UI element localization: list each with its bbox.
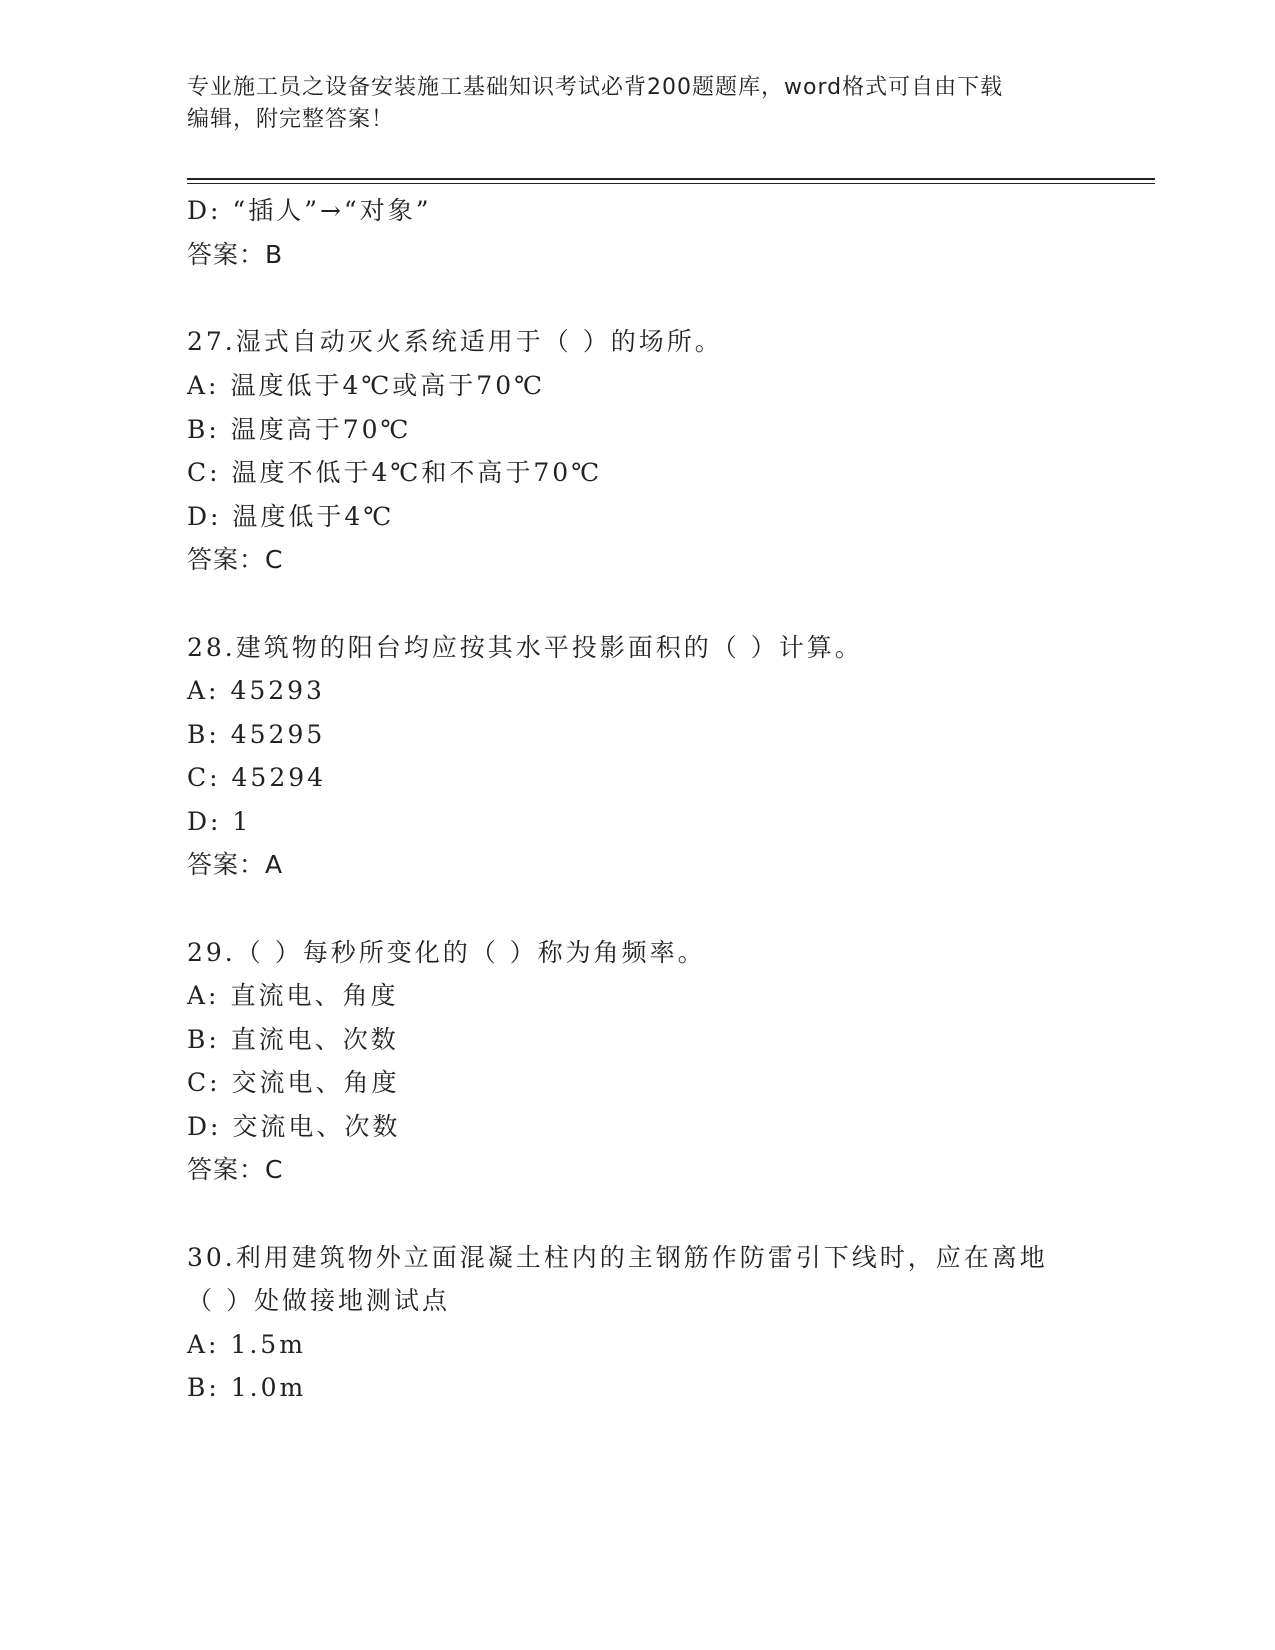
option-text: 温度低于4℃ (232, 502, 395, 531)
option-letter: C: (187, 1068, 221, 1097)
option-letter: D: (187, 1112, 222, 1141)
option-b (187, 1024, 399, 1056)
option-letter: B: (187, 415, 220, 444)
answer-line: 答案：A (187, 850, 284, 879)
option-a (187, 675, 325, 707)
option-text: 温度高于70℃ (230, 415, 412, 444)
option-d (187, 806, 251, 838)
question-text: （ ）每秒所变化的（ ）称为角频率。 (235, 938, 706, 967)
option-letter: D: (187, 807, 222, 836)
answer-line: 答案：C (187, 545, 284, 574)
header-rule-thin (187, 183, 1155, 184)
option-b (187, 1372, 306, 1404)
question-30-continued: （ ）处做接地测试点 (187, 1286, 450, 1315)
option-text: 温度不低于4℃和不高于70℃ (231, 458, 603, 487)
option-b (187, 414, 412, 446)
option-letter: A: (187, 1330, 220, 1359)
option-letter: A: (187, 676, 220, 705)
question-number: 29. (187, 938, 236, 967)
answer-line: 答案：C (187, 1155, 284, 1184)
option-a (187, 980, 398, 1012)
option-text: 1.5m (230, 1330, 306, 1359)
option-letter: A: (187, 981, 220, 1010)
question-number: 30. (187, 1243, 236, 1272)
option-c (187, 457, 602, 489)
question-number: 28. (187, 633, 236, 662)
option-text: 45295 (230, 720, 326, 749)
option-letter: C: (187, 763, 221, 792)
header-line-2: 编辑，附完整答案！ (187, 107, 395, 132)
option-text: 1 (232, 807, 252, 836)
question-30 (187, 1242, 1048, 1274)
option-letter: C: (187, 458, 221, 487)
header-line-1: 专业施工员之设备安装施工基础知识考试必背200题题库，word格式可自由下载 (187, 75, 1004, 100)
header-rule (187, 178, 1155, 180)
option-text: 直流电、次数 (230, 1025, 399, 1054)
option-text: 1.0m (230, 1373, 307, 1402)
option-letter: B: (187, 720, 220, 749)
option-d (187, 1111, 400, 1143)
option-letter: D: (187, 502, 222, 531)
option-letter: B: (187, 1025, 220, 1054)
option-b (187, 719, 325, 751)
option-letter: B: (187, 1373, 220, 1402)
question-text: 建筑物的阳台均应按其水平投影面积的（ ）计算。 (235, 633, 863, 662)
option-d (187, 195, 432, 227)
answer-line: 答案：B (187, 240, 284, 269)
option-a (187, 370, 545, 402)
option-c (187, 762, 326, 794)
question-27 (187, 326, 723, 358)
option-text: 温度低于4℃或高于70℃ (230, 371, 546, 400)
document-header (187, 72, 1067, 136)
option-letter: A: (187, 371, 220, 400)
option-text: 45294 (231, 763, 327, 792)
option-text: 交流电、角度 (231, 1068, 400, 1097)
option-text: 交流电、次数 (232, 1112, 401, 1141)
option-letter: D: (187, 196, 222, 225)
question-number: 27. (187, 327, 236, 356)
option-text: “插人”→“对象” (232, 196, 432, 225)
option-a (187, 1329, 306, 1361)
option-text: 45293 (230, 676, 325, 705)
question-text: 利用建筑物外立面混凝土柱内的主钢筋作防雷引下线时，应在离地 (235, 1243, 1048, 1272)
option-c (187, 1067, 400, 1099)
option-text: 直流电、角度 (230, 981, 399, 1010)
question-29 (187, 937, 706, 969)
option-d (187, 501, 394, 533)
question-text: 湿式自动灭火系统适用于（ ）的场所。 (235, 327, 723, 356)
question-28 (187, 632, 863, 664)
